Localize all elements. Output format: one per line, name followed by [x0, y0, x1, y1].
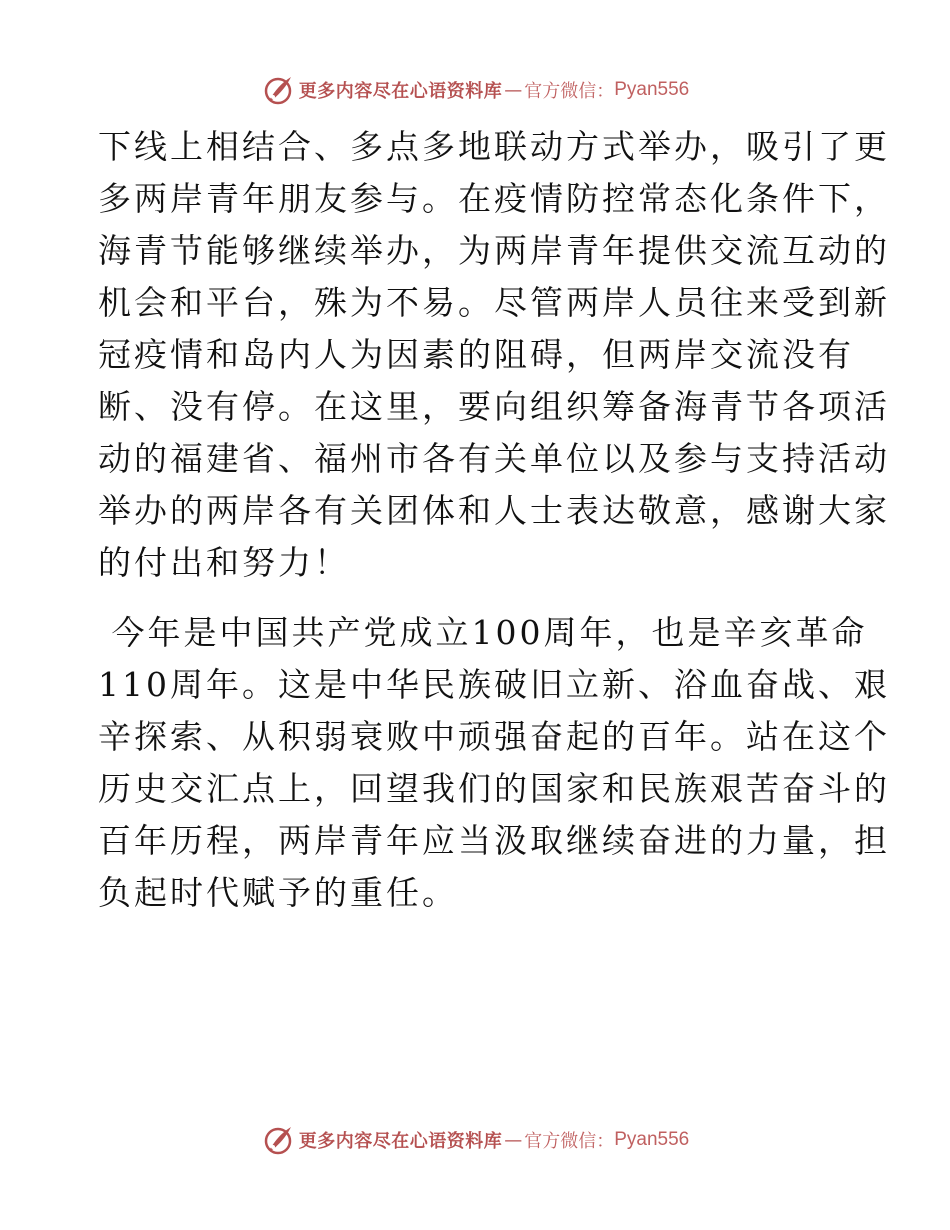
text-line: 下线上相结合、多点多地联动方式举办，吸引了更 — [98, 127, 890, 166]
text-line: 动的福建省、福州市各有关单位以及参与支持活动 — [98, 439, 890, 478]
text-line: 多两岸青年朋友参与。在疫情防控常态化条件下， — [98, 179, 890, 218]
text-line: 辛探索、从积弱衰败中顽强奋起的百年。站在这个 — [98, 717, 890, 756]
text-line: 的付出和努力！ — [98, 543, 350, 582]
text-line: 负起时代赋予的重任。 — [98, 873, 458, 912]
text-line: 今年是中国共产党成立100周年，也是辛亥革命 — [98, 613, 868, 652]
text-line: 110周年。这是中华民族破旧立新、浴血奋战、艰 — [98, 665, 890, 704]
text-line: 冠疫情和岛内人为因素的阻碍，但两岸交流没有 — [98, 335, 854, 374]
text-line: 机会和平台，殊为不易。尽管两岸人员往来受到新 — [98, 283, 890, 322]
watermark-contact-label: 官方微信： — [524, 81, 615, 102]
text-line: 百年历程，两岸青年应当汲取继续奋进的力量，担 — [98, 821, 890, 860]
watermark-contact-label: 官方微信： — [524, 1131, 615, 1152]
watermark-text: 更多内容尽在心语资料库 — [298, 1131, 503, 1152]
feather-pen-logo-icon — [261, 73, 295, 107]
text-line: 断、没有停。在这里，要向组织筹备海青节各项活 — [98, 387, 890, 426]
watermark-separator: — — [504, 79, 523, 101]
paragraph — [98, 607, 890, 919]
footer-watermark — [0, 1122, 950, 1158]
text-line: 历史交汇点上，回望我们的国家和民族艰苦奋斗的 — [98, 769, 890, 808]
watermark-handle: Pyan556 — [614, 79, 690, 100]
watermark-handle: Pyan556 — [614, 1129, 690, 1150]
header-watermark — [0, 72, 950, 108]
watermark-separator: — — [504, 1129, 523, 1151]
feather-pen-logo-icon — [261, 1123, 295, 1157]
paragraph-gap — [98, 589, 858, 607]
text-line: 海青节能够继续举办，为两岸青年提供交流互动的 — [98, 231, 890, 270]
paragraph — [98, 121, 890, 589]
watermark-text: 更多内容尽在心语资料库 — [298, 81, 503, 102]
text-line: 举办的两岸各有关团体和人士表达敬意，感谢大家 — [98, 491, 890, 530]
document-body — [98, 121, 890, 919]
